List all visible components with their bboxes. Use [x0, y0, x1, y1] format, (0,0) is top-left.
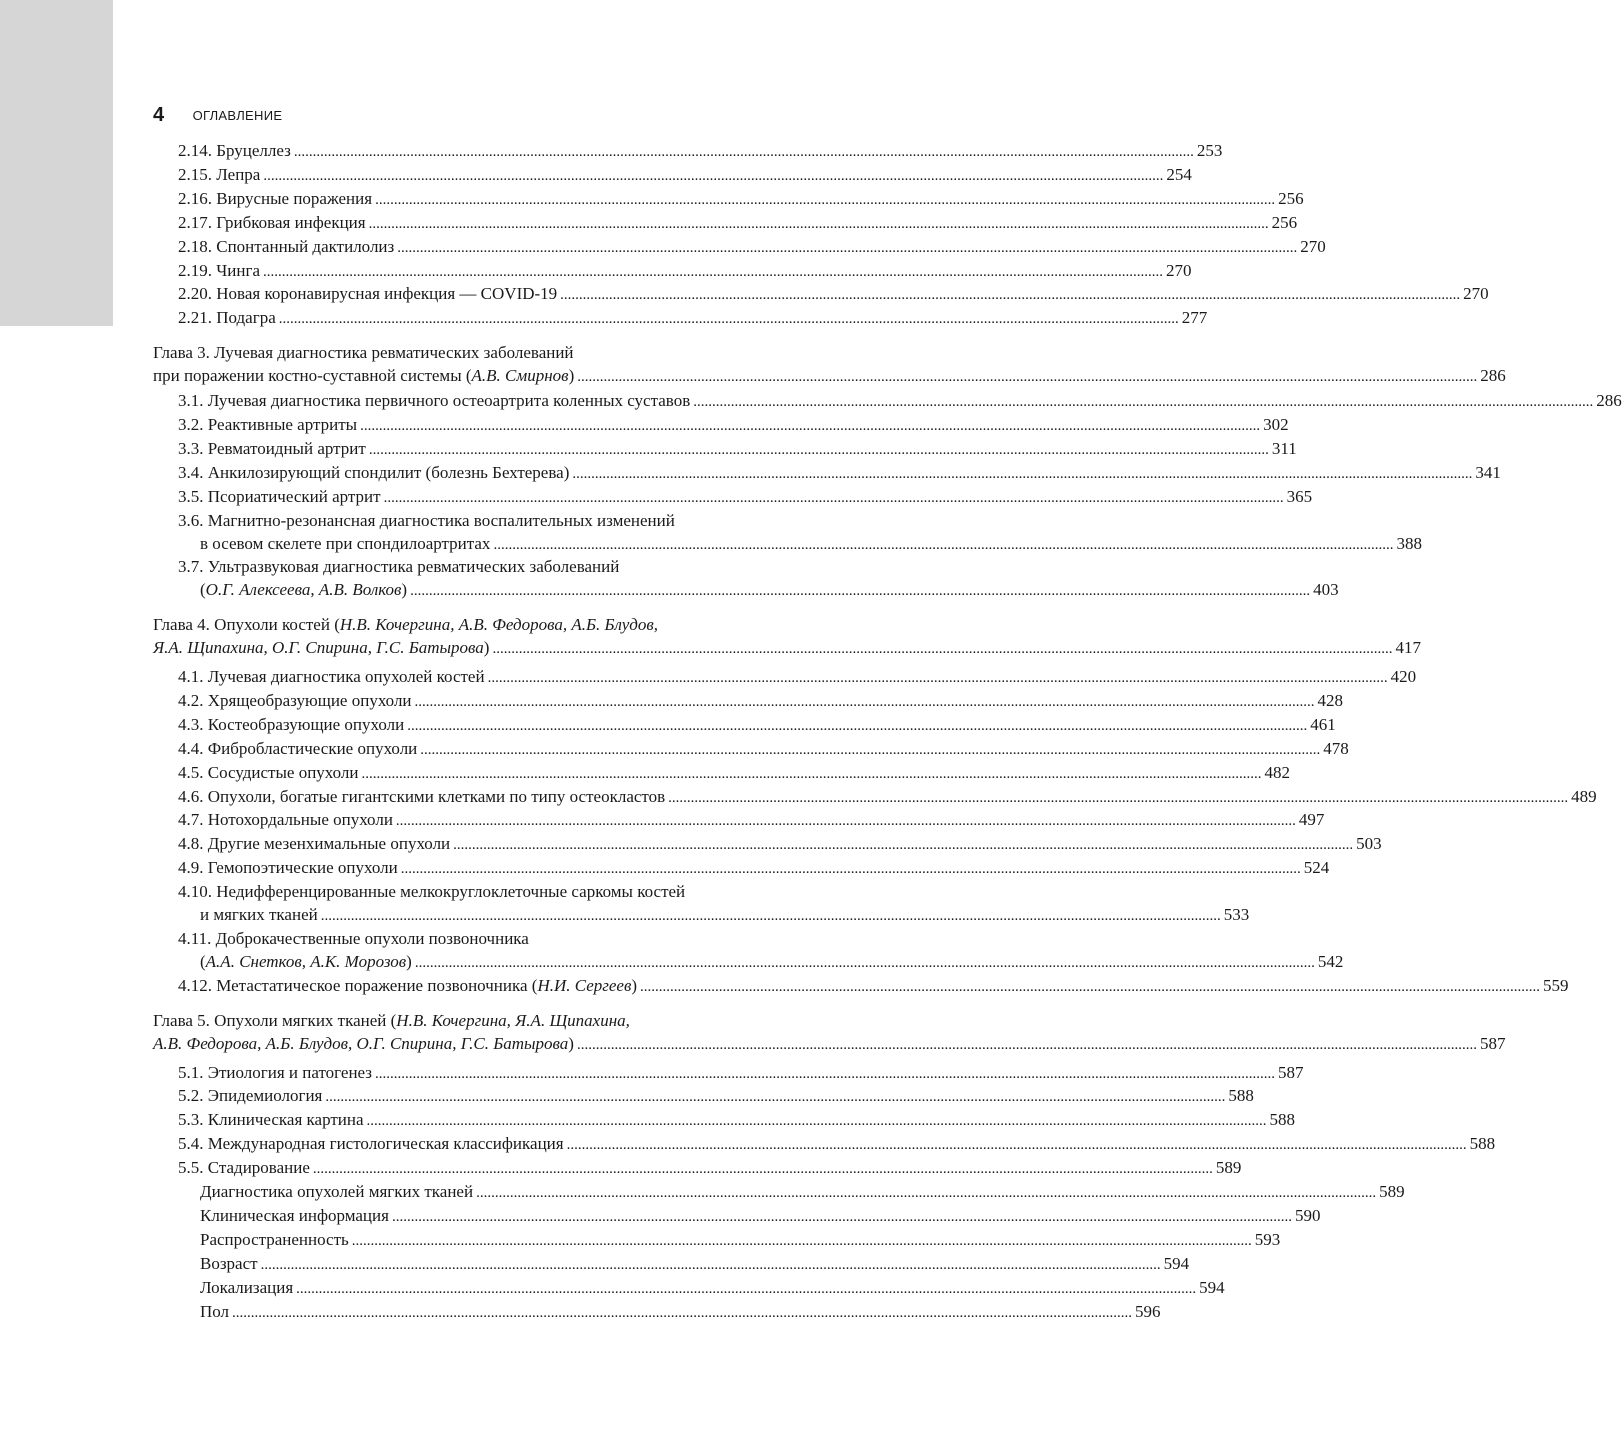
toc-page-number: 302	[1263, 414, 1289, 434]
toc-entry[interactable]: 2.20. Новая коронавирусная инфекция — COVID-19 ..... 270	[153, 283, 866, 307]
toc-entry-continued[interactable]: (А.А. Снетков, А.К. Морозов) ..... 542	[153, 951, 866, 975]
toc-page-number: 497	[1298, 810, 1325, 830]
chapter-title-continued[interactable]: Я.А. Щипахина, О.Г. Спирина, Г.С. Батырова) ..... 417	[153, 637, 866, 661]
toc-entry[interactable]: 4.5. Сосудистые опухоли ..... 482	[153, 762, 866, 786]
toc-page-number: 489	[1571, 786, 1597, 806]
table-of-contents	[153, 140, 1622, 1325]
toc-page-number: 482	[1264, 762, 1291, 782]
toc-page-number: 286	[1596, 391, 1622, 411]
toc-subentry[interactable]: Пол ..... 596	[153, 1301, 866, 1325]
toc-page-number: 420	[1390, 667, 1417, 687]
toc-entry[interactable]: 5.5. Стадирование ..... 589	[153, 1157, 866, 1181]
toc-entry[interactable]: 5.2. Эпидемиология ..... 588	[153, 1085, 866, 1109]
toc-page-number: 594	[1199, 1277, 1225, 1297]
toc-entry[interactable]: 2.14. Бруцеллез ..... 253	[153, 140, 866, 164]
toc-page-number: 270	[1300, 236, 1326, 256]
toc-page-number: 270	[1166, 260, 1192, 280]
toc-page-number: 503	[1356, 834, 1382, 854]
toc-page-number: 311	[1271, 438, 1297, 458]
toc-page-number: 478	[1323, 738, 1349, 758]
toc-entry[interactable]: 3.4. Анкилозирующий спондилит (болезнь Бехтерева) ..... 341	[153, 462, 866, 486]
author-names: Н.В. Кочергина, Я.А. Щипахина,	[396, 1010, 630, 1030]
toc-entry[interactable]: 4.9. Гемопоэтические опухоли ..... 524	[153, 857, 866, 881]
toc-entry[interactable]: 4.6. Опухоли, богатые гигантскими клетками по типу остеокластов ..... 489	[153, 786, 866, 810]
toc-page-number: 253	[1196, 141, 1223, 160]
page-number: 4	[153, 104, 165, 126]
toc-page-number: 589	[1379, 1182, 1405, 1202]
toc-block-chapter-5	[153, 1010, 1506, 1325]
author-names: Я.А. Щипахина, О.Г. Спирина, Г.С. Батырова	[153, 638, 484, 658]
toc-entry[interactable]: 4.7. Нотохордальные опухоли ..... 497	[153, 809, 866, 833]
toc-entry[interactable]: 3.6. Магнитно-резонансная диагностика воспалительных изменений	[178, 510, 675, 530]
toc-page-number: 542	[1317, 951, 1344, 971]
toc-entry[interactable]: 5.1. Этиология и патогенез ..... 587	[153, 1062, 866, 1086]
toc-page-number: 277	[1181, 308, 1208, 328]
side-bar-decoration	[0, 0, 113, 326]
toc-entry[interactable]: 2.16. Вирусные поражения ..... 256	[153, 188, 866, 212]
toc-page-number: 341	[1475, 462, 1501, 482]
author-names: А.А. Снетков, А.К. Морозов	[205, 951, 407, 971]
toc-block-chapter-4	[153, 614, 1597, 999]
toc-entry[interactable]: 3.1. Лучевая диагностика первичного остеоартрита коленных суставов ..... 286	[153, 390, 866, 414]
chapter-title[interactable]: Глава 5. Опухоли мягких тканей (Н.В. Кочергина, Я.А. Щипахина,	[153, 1010, 630, 1030]
toc-subentry[interactable]: Клиническая информация ..... 590	[153, 1205, 866, 1229]
toc-entry[interactable]: 3.7. Ультразвуковая диагностика ревматических заболеваний	[178, 557, 620, 577]
toc-page-number: 461	[1310, 714, 1336, 734]
toc-page-number: 588	[1469, 1134, 1496, 1154]
toc-entry[interactable]: 3.2. Реактивные артриты ..... 302	[153, 414, 866, 438]
toc-entry[interactable]: 2.15. Лепра ..... 254	[153, 164, 866, 188]
toc-page-number: 256	[1278, 188, 1304, 208]
toc-entry[interactable]: 4.8. Другие мезенхимальные опухоли ..... 503	[153, 833, 866, 857]
toc-page-number: 589	[1215, 1158, 1242, 1178]
toc-page-number: 254	[1166, 164, 1192, 184]
toc-entry[interactable]: 4.1. Лучевая диагностика опухолей костей ..... 420	[153, 666, 866, 690]
toc-entry[interactable]: 2.19. Чинга ..... 270	[153, 260, 866, 284]
toc-entry[interactable]: 5.3. Клиническая картина ..... 588	[153, 1109, 866, 1133]
toc-entry-continued[interactable]: (О.Г. Алексеева, А.В. Волков) ..... 403	[153, 579, 866, 603]
toc-block-chapter-3	[153, 342, 1622, 603]
toc-entry[interactable]: 4.10. Недифференцированные мелкокруглоклеточные саркомы костей	[178, 882, 686, 902]
toc-entry[interactable]: 5.4. Международная гистологическая классификация ..... 588	[153, 1133, 866, 1157]
toc-page-number: 286	[1480, 366, 1506, 386]
toc-page-number: 388	[1396, 533, 1422, 553]
toc-block-chapter-2	[153, 140, 1489, 331]
toc-entry[interactable]: 2.21. Подагра ..... 277	[153, 307, 866, 331]
chapter-title[interactable]: Глава 3. Лучевая диагностика ревматических заболеваний	[153, 343, 574, 363]
toc-page-number: 588	[1228, 1086, 1254, 1106]
toc-page-number: 533	[1223, 905, 1250, 925]
toc-entry-continued[interactable]: и мягких тканей ..... 533	[153, 904, 866, 928]
chapter-title-continued[interactable]: при поражении костно-суставной системы (А.В. Смирнов) ..... 286	[153, 365, 866, 389]
toc-page-number: 594	[1163, 1253, 1190, 1273]
author-names: Н.В. Кочергина, А.В. Федорова, А.Б. Блудов,	[339, 615, 658, 635]
toc-entry[interactable]: 4.12. Метастатическое поражение позвоночника (Н.И. Сергеев) ..... 559	[153, 975, 866, 999]
toc-entry[interactable]: 2.17. Грибковая инфекция ..... 256	[153, 212, 866, 236]
toc-entry[interactable]: 3.5. Псориатический артрит ..... 365	[153, 486, 866, 510]
toc-entry[interactable]: 3.3. Ревматоидный артрит ..... 311	[153, 438, 866, 462]
toc-subentry[interactable]: Локализация ..... 594	[153, 1277, 866, 1301]
toc-page-number: 588	[1269, 1110, 1296, 1130]
toc-entry[interactable]: 4.4. Фибробластические опухоли ..... 478	[153, 738, 866, 762]
toc-page-number: 587	[1479, 1033, 1506, 1053]
running-head	[153, 104, 282, 127]
toc-entry[interactable]: 4.3. Костеобразующие опухоли ..... 461	[153, 714, 866, 738]
chapter-title-continued[interactable]: А.В. Федорова, А.Б. Блудов, О.Г. Спирина, Г.С. Батырова) ..... 587	[153, 1033, 866, 1057]
toc-page-number: 417	[1395, 638, 1421, 658]
toc-page-number: 256	[1271, 212, 1298, 232]
toc-page-number: 559	[1543, 975, 1569, 995]
toc-page-number: 596	[1135, 1301, 1161, 1321]
author-names: О.Г. Алексеева, А.В. Волков	[205, 580, 402, 600]
toc-page-number: 593	[1254, 1229, 1281, 1249]
toc-subentry[interactable]: Распространенность ..... 593	[153, 1229, 866, 1253]
toc-subentry[interactable]: Возраст ..... 594	[153, 1253, 866, 1277]
toc-page-number: 524	[1303, 858, 1330, 878]
chapter-title[interactable]: Глава 4. Опухоли костей (Н.В. Кочергина, А.В. Федорова, А.Б. Блудов,	[153, 615, 658, 635]
toc-page-number: 590	[1294, 1205, 1321, 1225]
toc-page-number: 270	[1463, 284, 1489, 304]
toc-entry[interactable]: 2.18. Спонтанный дактилолиз ..... 270	[153, 236, 866, 260]
toc-entry[interactable]: 4.2. Хрящеобразующие опухоли ..... 428	[153, 690, 866, 714]
running-head-title: ОГЛАВЛЕНИЕ	[192, 108, 283, 123]
toc-page-number: 403	[1313, 580, 1339, 600]
author-names: Н.И. Сергеев	[537, 975, 632, 995]
toc-entry[interactable]: 4.11. Доброкачественные опухоли позвоночника	[178, 929, 529, 948]
toc-page-number: 428	[1317, 690, 1344, 710]
toc-subentry[interactable]: Диагностика опухолей мягких тканей ..... 589	[153, 1181, 866, 1205]
author-names: А.В. Смирнов	[471, 366, 569, 386]
toc-entry-continued[interactable]: в осевом скелете при спондилоартритах ..... 388	[153, 533, 866, 557]
author-names: А.В. Федорова, А.Б. Блудов, О.Г. Спирина, Г.С. Батырова	[153, 1033, 569, 1053]
toc-page-number: 365	[1286, 486, 1313, 506]
toc-page-number: 587	[1278, 1062, 1304, 1082]
